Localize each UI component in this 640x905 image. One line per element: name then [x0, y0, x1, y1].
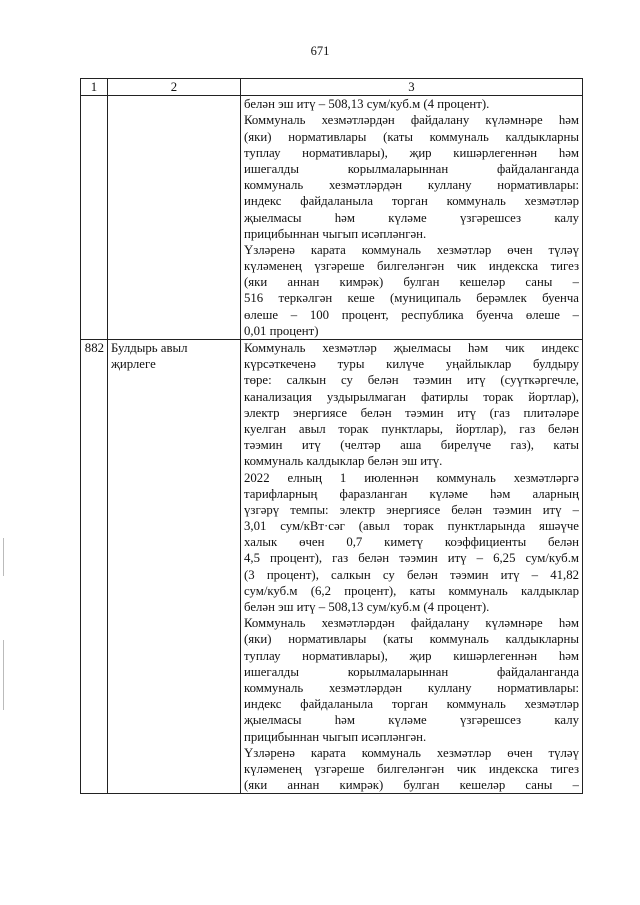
text-line: тәэмин итү (челтәр аша бирелүче газ), каты: [244, 438, 579, 453]
text-line: күрсәткеченә туры килүче уңайлыклар булдыру: [244, 357, 579, 372]
name-line: Булдырь авыл: [111, 341, 188, 356]
text-line: туплау нормативлары), җир кишәрлегеннән һәм: [244, 145, 579, 160]
text-line: коммуналь хезмәтләрдән куллану нормативлары:: [244, 178, 579, 193]
text-line: Коммуналь хезмәтләрдән файдалану күләмнәре һәм: [244, 113, 579, 128]
header-col-3: 3: [241, 79, 583, 96]
text-line: Коммуналь хезмәтләрдән файдалану күләмнәре һәм: [244, 616, 579, 631]
text-line: канализация уздырылмаган фатирлы торак йортлар),: [244, 389, 579, 404]
text-line: тарифларның фаразланган күләме һәм аларның: [244, 486, 579, 501]
text-line: төре: салкын су белән тәэмин итү (суүткәргечле,: [244, 373, 579, 388]
text-line: (яки аннан кимрәк) булган кешеләр саны –: [244, 275, 579, 290]
table-header-row: [81, 79, 583, 96]
text-line: 4,5 процент), газ белән тәэмин итү – 6,25 сум/куб.м: [244, 551, 579, 566]
text-line: 3,01 сум/кВт·сәг (авыл торак пунктларында яшәүче: [244, 519, 579, 534]
text-line: прицибыннан чыгып исәпләнгән.: [244, 729, 427, 744]
text-line: (яки аннан кимрәк) булган кешеләр саны –: [244, 778, 579, 793]
text-line: белән эш итү – 508,13 сум/куб.м (4 процент).: [244, 600, 490, 615]
text-line: (яки) нормативлары (каты коммуналь калдыкларны: [244, 632, 579, 647]
text-line: халык өчен 0,7 киметү коэффициенты белән: [244, 535, 579, 550]
text-line: коммуналь хезмәтләрдән куллану нормативлары:: [244, 680, 579, 695]
name-line: җирлеге: [111, 357, 156, 372]
text-line: 2022 елның 1 июленнән коммуналь хезмәтләргә: [244, 470, 579, 485]
text-line: Үзләренә карата коммуналь хезмәтләр өчен түләү: [244, 745, 579, 760]
text-line: белән эш итү – 508,13 сум/куб.м (4 процент).: [244, 97, 490, 112]
text-line: күләменең үзгәреше билгеләнгән чик индекска тигез: [244, 761, 579, 776]
municipal-table: [80, 78, 583, 794]
text-line: 516 теркәлгән кеше (муниципаль берәмлек буенча: [244, 291, 579, 306]
page-number: 671: [310, 44, 330, 58]
text-line: электр энергиясе белән тәэмин итү (газ плитәләре: [244, 405, 579, 420]
text-line: сум/куб.м (6,2 процент), каты коммуналь калдыклар: [244, 583, 579, 598]
text-line: куелган авыл торак пунктлары, йортлар), газ белән: [244, 421, 579, 436]
row-description: [241, 340, 583, 794]
text-line: прицибыннан чыгып исәпләнгән.: [244, 226, 427, 241]
text-line: туплау нормативлары), җир кишәрлегеннән һәм: [244, 648, 579, 663]
municipality-name: [108, 340, 241, 794]
row-description: [241, 96, 583, 340]
text-line: Коммуналь хезмәтләр җыелмасы һәм чик индекс: [244, 341, 579, 356]
text-line: индекс файдаланыла торган коммуналь хезмәтләр: [244, 194, 579, 209]
text-line: индекс файдаланыла торган коммуналь хезмәтләр: [244, 697, 579, 712]
text-line: коммуналь калдыклар белән эш итү.: [244, 454, 443, 469]
text-line: (3 процент), салкын су белән тәэмин итү – 41,82: [244, 567, 579, 582]
text-line: күләменең үзгәреше билгеләнгән чик индекска тигез: [244, 259, 579, 274]
scan-edge-mark: [3, 538, 4, 576]
text-line: җыелмасы һәм күләме үзгәрешсез калу: [244, 210, 579, 225]
scan-edge-mark: [3, 640, 4, 710]
text-line: ишегалды корылмаларыннан файдаланганда: [244, 161, 579, 176]
text-line: җыелмасы һәм күләме үзгәрешсез калу: [244, 713, 579, 728]
text-line: (яки) нормативлары (каты коммуналь калдыкларны: [244, 129, 579, 144]
text-line: ишегалды корылмаларыннан файдаланганда: [244, 664, 579, 679]
row-number: [81, 96, 108, 340]
table-row: [81, 96, 583, 340]
municipality-name: [108, 96, 241, 340]
text-line: өлеше – 100 процент, республика буенча өлеше –: [244, 307, 579, 322]
row-number: 882: [81, 340, 108, 794]
text-line: 0,01 процент): [244, 323, 319, 338]
table-row: [81, 340, 583, 794]
text-line: Үзләренә карата коммуналь хезмәтләр өчен түләү: [244, 242, 579, 257]
header-col-2: 2: [108, 79, 241, 96]
header-col-1: 1: [81, 79, 108, 96]
text-line: үзгәрү темпы: электр энергиясе белән тәэмин итү –: [244, 502, 579, 517]
